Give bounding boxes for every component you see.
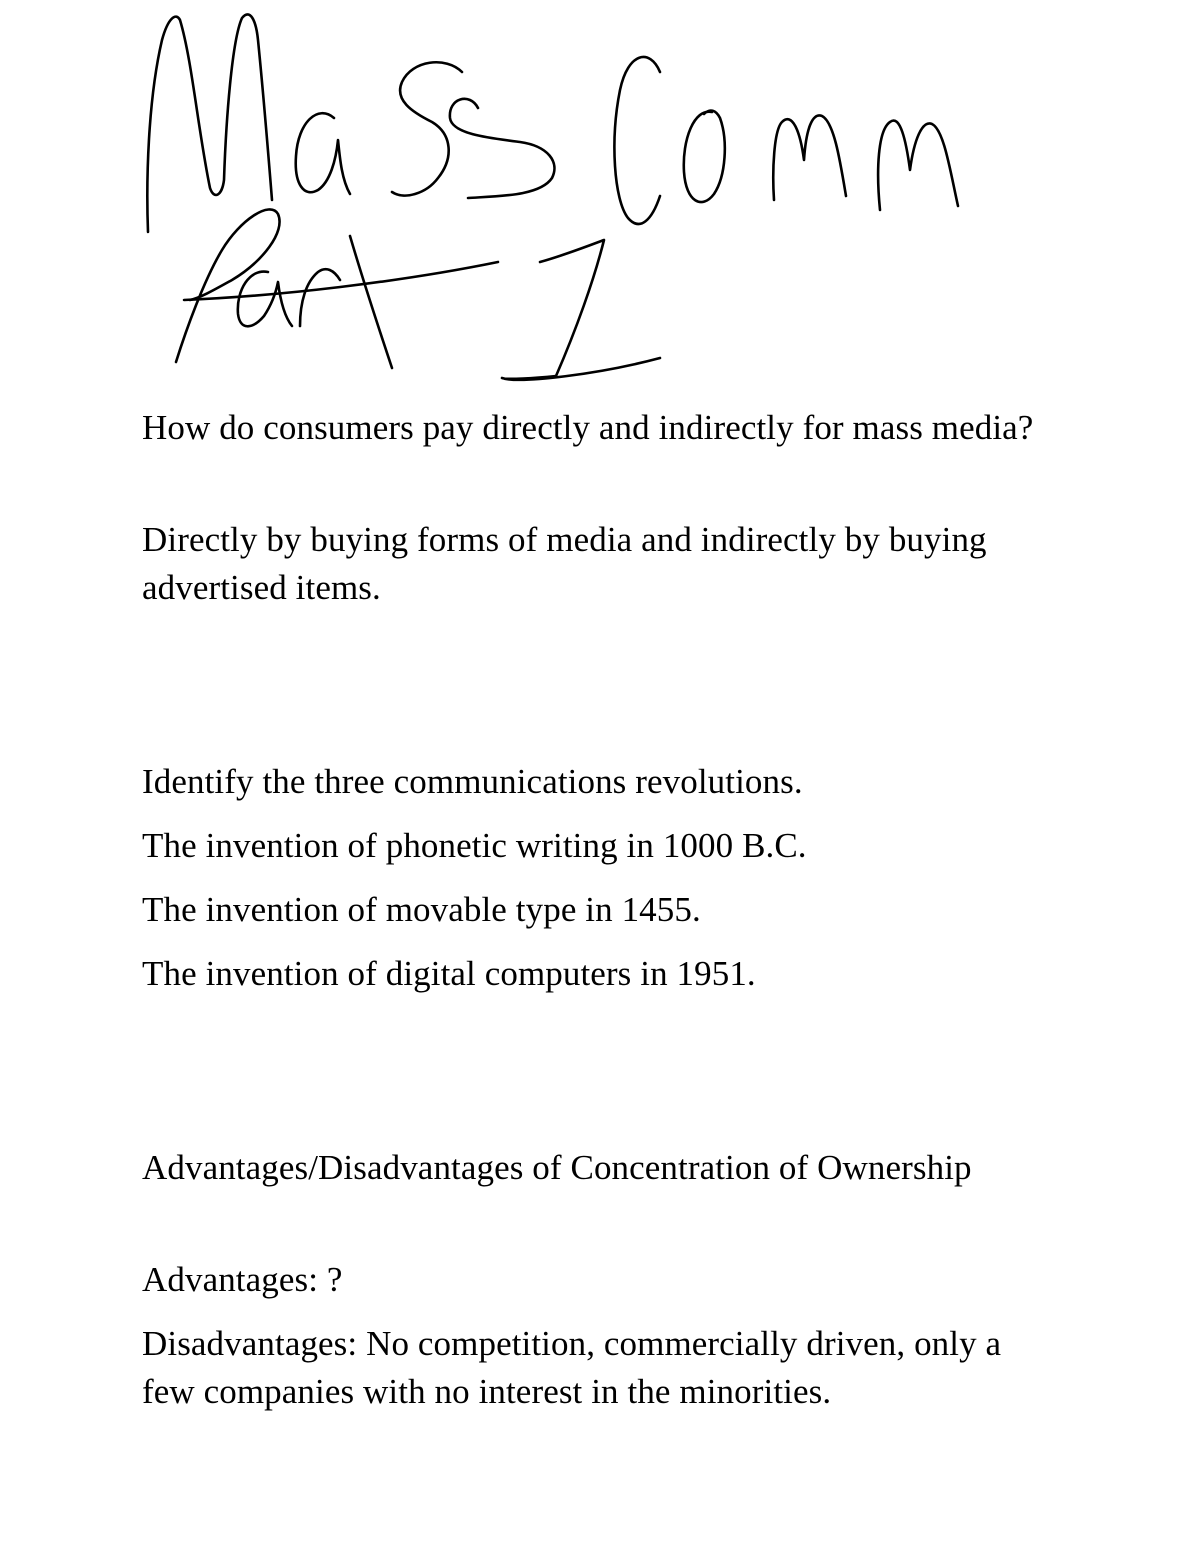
- handwriting-stroke: [176, 209, 280, 362]
- question-1: How do consumers pay directly and indirectly for mass media?: [142, 408, 1034, 447]
- handwriting-stroke: [392, 62, 462, 195]
- answer-1: Directly by buying forms of media and indirectly by buying advertised items.: [142, 520, 987, 607]
- answer-3-disadvantages: Disadvantages: No competition, commercially driven, only a few companies with no interest in the minorities.: [142, 1324, 1002, 1411]
- handwriting-stroke: [238, 272, 292, 327]
- handwriting-stroke: [450, 99, 555, 198]
- answer-2-item-2: The invention of movable type in 1455.: [142, 890, 701, 929]
- handwriting-stroke: [300, 269, 340, 326]
- handwritten-title: [0, 0, 1200, 400]
- handwriting-stroke: [502, 358, 660, 380]
- handwriting-stroke: [614, 57, 660, 224]
- question-2: Identify the three communications revolutions.: [142, 762, 803, 801]
- answer-2-item-1: The invention of phonetic writing in 1000 B.C.: [142, 826, 807, 865]
- handwriting-stroke: [684, 111, 725, 203]
- answer-3-advantages: Advantages: ?: [142, 1260, 343, 1299]
- handwriting-stroke: [540, 240, 604, 376]
- handwriting-stroke: [773, 115, 846, 200]
- question-3: Advantages/Disadvantages of Concentration of Ownership: [142, 1148, 972, 1187]
- handwriting-stroke: [296, 113, 350, 194]
- handwriting-stroke: [878, 121, 958, 210]
- answer-2-item-3: The invention of digital computers in 1951.: [142, 954, 756, 993]
- handwriting-stroke: [147, 14, 272, 232]
- handwriting-stroke: [350, 236, 392, 368]
